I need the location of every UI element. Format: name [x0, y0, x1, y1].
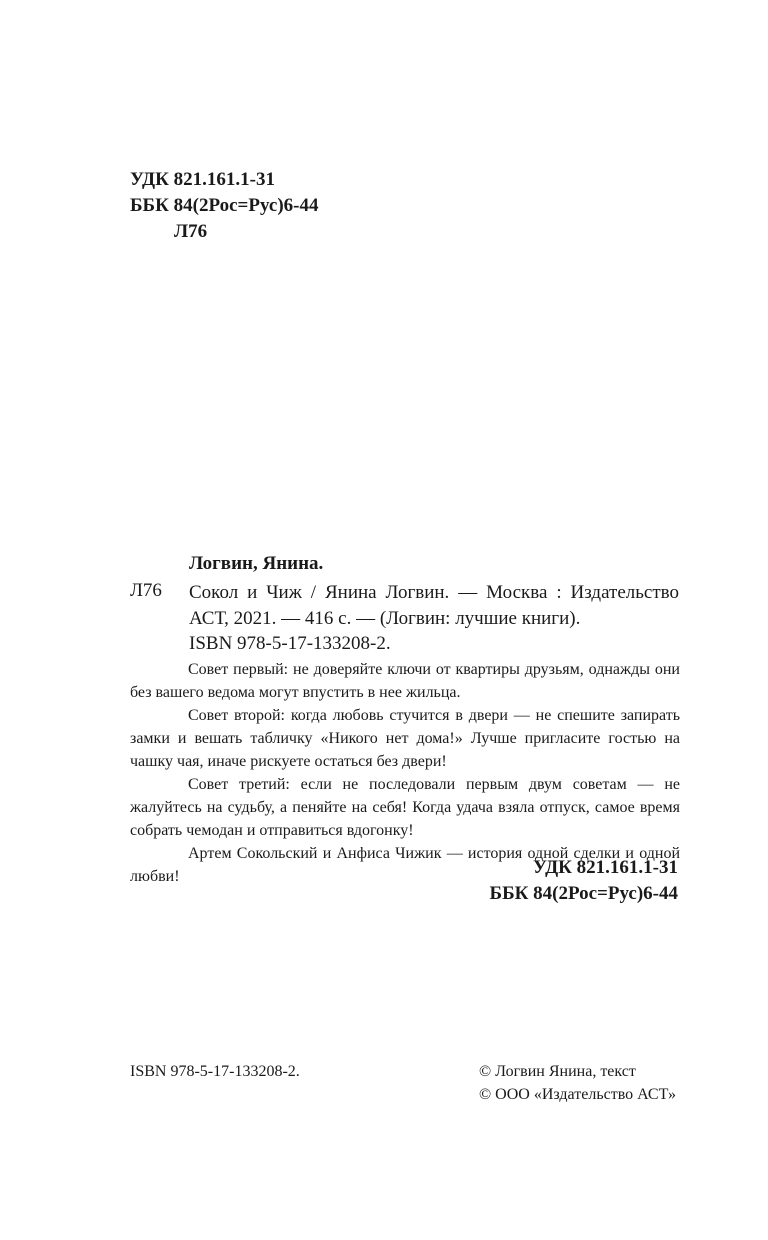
annotation-paragraph: Совет первый: не доверяйте ключи от квартиры друзьям, однажды они без вашего ведома могут впустить в нее жильца. — [130, 661, 680, 701]
annotation-paragraph: Совет второй: когда любовь стучится в двери — не спешите запирать замки и вешать табличку «Никого нет дома!» Лучше пригласите гостью на чашку чая, иначе рискуете остаться без двери! — [130, 707, 680, 770]
bottom-udk-code: УДК 821.161.1-31 — [533, 857, 678, 878]
bottom-bbk-code: ББК 84(2Рос=Рус)6-44 — [489, 883, 678, 904]
catalog-isbn: ISBN 978-5-17-133208-2. — [189, 633, 391, 654]
top-classification-block — [130, 167, 318, 245]
catalog-author-mark: Л76 — [130, 580, 162, 601]
bottom-classification-block — [490, 855, 678, 907]
copyright-publisher: © ООО «Издательство АСТ» — [479, 1086, 676, 1103]
top-udk-code: УДК 821.161.1-31 — [130, 169, 275, 190]
catalog-description: Сокол и Чиж / Янина Логвин. — Москва : Издательство АСТ, 2021. — 416 с. — (Логвин: лучшие книги). — [189, 582, 679, 629]
annotation — [130, 658, 680, 888]
annotation-paragraph: Артем Сокольский и Анфиса Чижик — история одной сделки и одной любви! — [130, 845, 680, 885]
copyright-author: © Логвин Янина, текст — [479, 1063, 636, 1080]
annotation-paragraph: Совет третий: если не последовали первым двум советам — не жалуйтесь на судьбу, а пеняйте на себя! Когда удача взяла отпуск, самое время собрать чемодан и отправиться вдогонку! — [130, 776, 680, 839]
catalog-author: Логвин, Янина. — [189, 553, 324, 574]
footer-copyright-block — [479, 1060, 676, 1106]
top-bbk-code: ББК 84(2Рос=Рус)6-44 — [130, 195, 319, 216]
top-author-mark: Л76 — [174, 221, 208, 242]
footer-isbn: ISBN 978-5-17-133208-2. — [130, 1063, 300, 1080]
